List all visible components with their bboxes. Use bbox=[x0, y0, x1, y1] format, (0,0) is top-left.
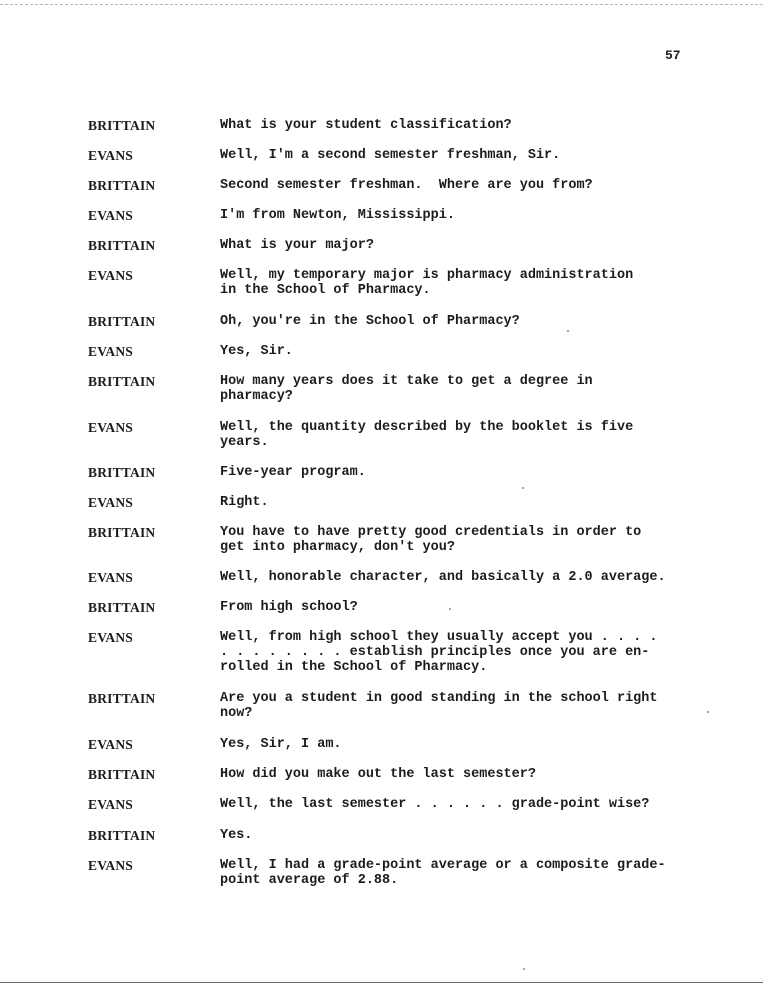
dialogue-text: You have to have pretty good credentials in order to get into pharmacy, don't you? bbox=[220, 525, 642, 555]
dialogue-text: What is your student classification? bbox=[220, 118, 512, 133]
speaker-name: BRITTAIN bbox=[88, 600, 156, 615]
scan-speck bbox=[449, 608, 451, 610]
scan-speck bbox=[707, 711, 709, 713]
dialogue-text: Yes, Sir. bbox=[220, 344, 293, 359]
speaker-name: BRITTAIN bbox=[88, 767, 156, 782]
speaker-name: BRITTAIN bbox=[88, 525, 156, 540]
dialogue-text: From high school? bbox=[220, 600, 358, 615]
speaker-name: BRITTAIN bbox=[88, 238, 156, 253]
dialogue-text: Oh, you're in the School of Pharmacy? bbox=[220, 314, 520, 329]
dialogue-text: Well, I'm a second semester freshman, Sir. bbox=[220, 148, 561, 163]
speaker-name: EVANS bbox=[88, 268, 134, 283]
dialogue-text: How many years does it take to get a degree in pharmacy? bbox=[220, 374, 593, 404]
speaker-name: BRITTAIN bbox=[88, 691, 156, 706]
bottom-rule bbox=[0, 982, 763, 983]
speaker-name: EVANS bbox=[88, 570, 134, 585]
speaker-name: EVANS bbox=[88, 630, 134, 645]
speaker-name: EVANS bbox=[88, 737, 134, 752]
speaker-name: BRITTAIN bbox=[88, 828, 156, 843]
dialogue-text: Right. bbox=[220, 495, 269, 510]
speaker-name: EVANS bbox=[88, 344, 134, 359]
dialogue-text: I'm from Newton, Mississippi. bbox=[220, 208, 455, 223]
speaker-name: EVANS bbox=[88, 148, 134, 163]
speaker-name: EVANS bbox=[88, 420, 134, 435]
speaker-name: BRITTAIN bbox=[88, 465, 156, 480]
dialogue-text: How did you make out the last semester? bbox=[220, 767, 536, 782]
top-dashed-rule bbox=[0, 4, 763, 5]
scan-speck bbox=[523, 968, 525, 970]
speaker-name: BRITTAIN bbox=[88, 178, 156, 193]
speaker-name: BRITTAIN bbox=[88, 374, 156, 389]
dialogue-text: Well, the quantity described by the booklet is five years. bbox=[220, 420, 634, 450]
speaker-name: EVANS bbox=[88, 208, 134, 223]
speaker-name: BRITTAIN bbox=[88, 118, 156, 133]
page-number: 57 bbox=[665, 48, 681, 63]
dialogue-text: Well, my temporary major is pharmacy administration in the School of Pharmacy. bbox=[220, 268, 634, 298]
dialogue-text: Are you a student in good standing in the school right now? bbox=[220, 691, 658, 721]
dialogue-text: What is your major? bbox=[220, 238, 374, 253]
dialogue-text: Second semester freshman. Where are you from? bbox=[220, 178, 593, 193]
speaker-name: EVANS bbox=[88, 858, 134, 873]
dialogue-text: Well, honorable character, and basically a 2.0 average. bbox=[220, 570, 666, 585]
speaker-name: BRITTAIN bbox=[88, 314, 156, 329]
speaker-name: EVANS bbox=[88, 495, 134, 510]
dialogue-text: Five-year program. bbox=[220, 465, 366, 480]
scan-speck bbox=[522, 487, 524, 489]
scan-speck bbox=[567, 330, 569, 332]
dialogue-text: Well, I had a grade-point average or a composite grade- point average of 2.88. bbox=[220, 858, 666, 888]
speaker-name: EVANS bbox=[88, 797, 134, 812]
dialogue-text: Well, from high school they usually accept you . . . . . . . . . . . . establish principles once you are en- rolled in the School of Pharmacy. bbox=[220, 630, 658, 675]
dialogue-text: Yes. bbox=[220, 828, 253, 843]
dialogue-text: Well, the last semester . . . . . . grade-point wise? bbox=[220, 797, 650, 812]
dialogue-text: Yes, Sir, I am. bbox=[220, 737, 342, 752]
